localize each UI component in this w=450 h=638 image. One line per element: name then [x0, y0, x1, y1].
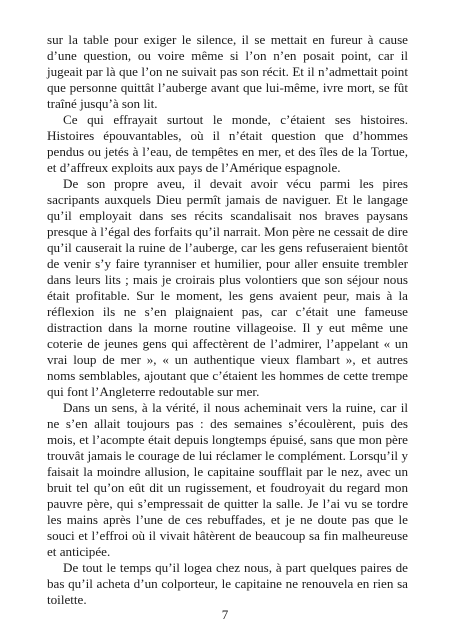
paragraph-continuation: sur la table pour exiger le silence, il se mettait en fureur à cause d’une question, ou voire même si l’on n’en posait point, car il jugeait par là que l’on ne suivait pas son récit. Et il n’admettait point que personne quittât l’auberge avant que lui-même, ivre mort, se fût traîné jusqu’à son lit.: [47, 32, 408, 111]
paragraph: Ce qui effrayait surtout le monde, c’étaient ses histoires. Histoires épouvantables, où il n’était question que d’hommes pendus ou jetés à l’eau, de tempêtes en mer, et des îles de la Tortue, et d’affreux exploits aux pays de l’Amérique espagnole.: [47, 112, 408, 175]
paragraph: De son propre aveu, il devait avoir vécu parmi les pires sacripants auxquels Dieu permît jamais de naviguer. Et le langage qu’il employait dans ses récits scandalisait nos braves paysans presque à l’égal des forfaits qu’il narrait. Mon père ne cessait de dire qu’il causerait la ruine de l’auberge, car les gens refuseraient bientôt de venir s’y faire tyranniser et humilier, pour aller ensuite trembler dans leurs lits ; mais je croirais plus volontiers que son séjour nous était profitable. Sur le moment, les gens avaient peur, mais à la réflexion ils ne s’en plaignaient pas, car c’était une fameuse distraction dans la morne routine villageoise. Il y eut même une coterie de jeunes gens qui affectèrent de l’admirer, l’appelant « un vrai loup de mer », « un authentique vieux flambart », et autres noms semblables, ajoutant que c’étaient les hommes de cette trempe qui font l’Angleterre redoutable sur mer.: [47, 176, 408, 399]
paragraph: Dans un sens, à la vérité, il nous acheminait vers la ruine, car il ne s’en allait toujours pas : des semaines s’écoulèrent, puis des mois, et l’acompte était depuis longtemps épuisé, sans que mon père trouvât jamais le courage de lui réclamer le complément. Lorsqu’il y faisait la moindre allusion, le capitaine soufflait par le nez, avec un bruit tel qu’on eût dit un rugissement, et foudroyait du regard mon pauvre père, qui s’empressait de quitter la salle. Je l’ai vu se tordre les mains après l’une de ces rebuffades, et je ne doute pas que le souci et l’effroi où il vivait hâtèrent de beaucoup sa fin malheureuse et anticipée.: [47, 400, 408, 559]
body-text: [47, 32, 408, 608]
page-number: 7: [221, 607, 229, 622]
paragraph: De tout le temps qu’il logea chez nous, à part quelques paires de bas qu’il acheta d’un colporteur, le capitaine ne renouvela en rien sa toilette.: [47, 560, 408, 607]
